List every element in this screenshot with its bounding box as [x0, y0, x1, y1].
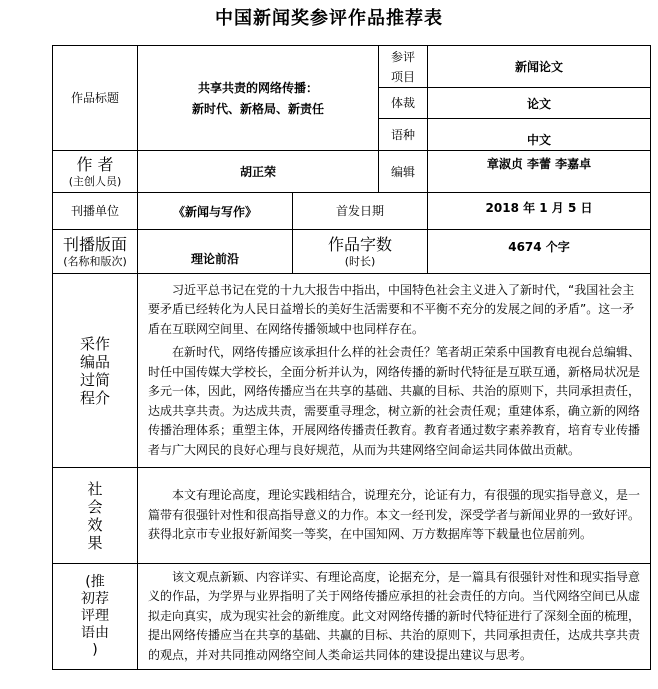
language-value: 中文: [428, 119, 651, 151]
effect-content: [138, 468, 651, 564]
word-count-value: 4674 个字: [428, 230, 651, 274]
author-label: 作 者 (主创人员): [53, 151, 138, 193]
first-date-value: 2018 年 1 月 5 日: [428, 193, 651, 230]
form-title: 中国新闻奖参评作品推荐表: [215, 8, 443, 29]
effect-paragraph: 本文有理论高度，理论实践相结合，说理充分，论证有力，有很强的现实指导意义，是一篇带有很强针对性和很高指导意义的力作。本文一经刊发，深受学者与新闻业界的一致好评。获得北京市专业报好新闻奖一等奖，在中国知网、万方数据库等下载量也位居前列。: [148, 488, 641, 542]
genre-value: 论文: [428, 88, 651, 119]
word-count-label: 作品字数 (时长): [293, 230, 428, 274]
author-value: 胡正荣: [138, 151, 379, 193]
publisher-value: 《新闻与写作》: [138, 193, 293, 230]
page-label: 刊播版面 (名称和版次): [53, 230, 138, 274]
review-paragraph: 该文观点新颖、内容详实、有理论高度，论据充分，是一篇具有很强针对性和现实指导意义的作品，为学界与业界指明了关于网络传播应承担的社会责任的方向。当代网络空间已从虚拟走向真实，成为现实社会的新维度。此文对网络传播的新时代特征进行了深刻全面的梳理，提出网络传播应当在共享的基础、共赢的目标、共治的原则下，共同承担责任，达成共享共责的观点，并对共同推动网络空间人类命运共同体的建设提出建议与思考。: [148, 569, 641, 662]
process-paragraph-1: 习近平总书记在党的十九大报告中指出，中国特色社会主义进入了新时代，“我国社会主要矛盾已经转化为人民日益增长的美好生活需要和不平衡不充分的发展之间的矛盾”。这一矛盾在互联网空间里、在网络传播领域中也同样存在。: [148, 282, 635, 336]
review-content: [138, 564, 651, 670]
page-value: 理论前沿: [138, 230, 293, 274]
language-label: 语种: [379, 119, 428, 151]
publisher-label: 刊播单位: [53, 193, 138, 230]
category-value: 新闻论文: [428, 46, 651, 88]
work-title-value: 共享共责的网络传播： 新时代、新格局、新责任: [138, 46, 379, 151]
recommendation-form: [52, 45, 651, 670]
genre-label: 体裁: [379, 88, 428, 119]
editor-label: 编辑: [379, 151, 428, 193]
process-content: [138, 274, 651, 468]
review-label: (推 初荐 评理 语由 ): [53, 564, 138, 670]
process-label: 采作 编品 过简 程介: [53, 274, 138, 468]
editor-value: 章淑贞 李蕾 李嘉卓: [428, 151, 651, 193]
category-label: 参评项目: [379, 46, 428, 88]
first-date-label: 首发日期: [293, 193, 428, 230]
work-title-label: 作品标题: [53, 46, 138, 151]
effect-label: 社 会 效 果: [53, 468, 138, 564]
process-paragraph-2: 在新时代，网络传播应该承担什么样的社会责任？笔者胡正荣系中国教育电视台总编辑、时任中国传媒大学校长，全面分析并认为，网络传播的新时代特征是互联互通，新格局状况是多元一体，因此，网络传播应当在共享的基础、共赢的目标、共治的原则下，共同承担责任，达成共享共责。为达成共责，需要重寻理念，树立新的社会责任观；重建体系，确立新的网络传播治理体系；重塑主体，开展网络传播责任教育。教育者通过数字素养教育，培育专业传播者与广大网民的良好心理与良好规范，从而为共建网络空间命运共同体做出贡献。: [148, 345, 641, 457]
